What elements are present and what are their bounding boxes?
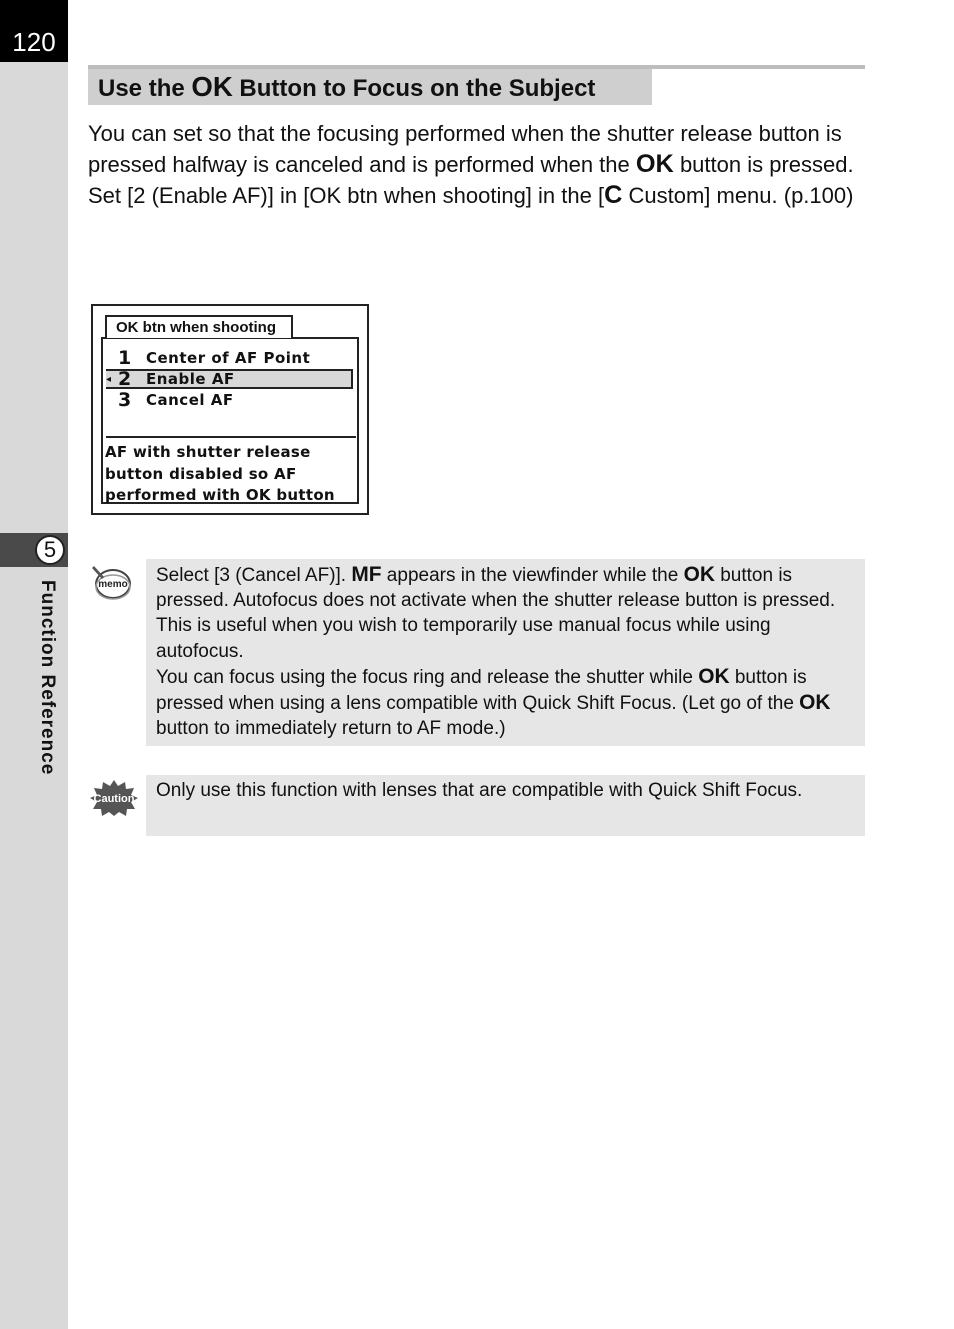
- page-number: 120: [0, 0, 68, 62]
- intro-paragraph-2: [88, 180, 863, 211]
- memo-text: appears in the viewfinder while the: [381, 565, 684, 586]
- mf-symbol: MF: [351, 563, 382, 586]
- memo-paragraph-2: [156, 664, 855, 742]
- menu-item-cancel-af[interactable]: [106, 390, 353, 410]
- caution-icon-label: Caution: [93, 793, 135, 805]
- chapter-title: Function Reference: [37, 580, 58, 776]
- intro-line1-end: button is pressed.: [673, 152, 854, 177]
- intro-line1: You can set so that the focusing performed when the shutter release button is pressed halfway is canceled and is performed when the: [88, 121, 842, 177]
- memo-icon: [90, 563, 132, 601]
- screen-divider: [106, 436, 356, 438]
- description-line: performed with OK button: [105, 486, 335, 504]
- ok-button-symbol: OK: [635, 150, 674, 178]
- menu-item-center-af[interactable]: [106, 348, 353, 368]
- memo-paragraph-1: [156, 562, 855, 664]
- caution-note: [146, 775, 865, 836]
- selection-arrow-icon: ◂: [106, 374, 112, 385]
- menu-item-label: Center of AF Point: [146, 349, 311, 367]
- caution-text: Only use this function with lenses that are compatible with Quick Shift Focus.: [156, 780, 803, 801]
- ok-button-symbol: OK: [683, 563, 715, 586]
- intro-line2-start: Set [2 (Enable AF)] in [OK btn when shooting] in the [: [88, 183, 605, 208]
- description-line: AF with shutter release: [105, 443, 311, 461]
- menu-item-number: 2: [118, 368, 132, 390]
- heading-suffix: Button to Focus on the Subject: [232, 75, 596, 102]
- memo-note: [146, 559, 865, 746]
- menu-item-number: 1: [118, 347, 132, 369]
- memo-text: button is pressed. Autofocus does not activate when the shutter release button is pressed. This is useful when you wish to temporarily use manual focus while using autofocus.: [156, 565, 836, 662]
- caution-icon: [89, 779, 139, 817]
- screen-menu-panel: [101, 337, 359, 504]
- memo-text: button to immediately return to AF mode.): [156, 718, 506, 740]
- section-heading: [88, 69, 652, 105]
- intro-line2-end: Custom] menu. (p.100): [622, 183, 854, 208]
- ok-button-symbol: OK: [799, 691, 831, 715]
- ok-button-symbol: OK: [698, 664, 730, 688]
- intro-paragraph-1: [88, 119, 863, 180]
- menu-item-number: 3: [118, 389, 132, 411]
- ok-button-symbol: OK: [191, 71, 233, 102]
- screen-tab-title: OK btn when shooting: [105, 315, 293, 338]
- memo-icon-label: memo: [98, 579, 128, 590]
- custom-menu-symbol: C: [604, 181, 623, 209]
- screen-description: [105, 442, 357, 507]
- description-line: button disabled so AF: [105, 464, 297, 483]
- menu-item-label: Enable AF: [146, 370, 235, 388]
- menu-item-enable-af[interactable]: [106, 369, 353, 389]
- chapter-number: 5: [35, 535, 65, 565]
- memo-text: You can focus using the focus ring and release the shutter while: [156, 666, 699, 688]
- camera-menu-screen: [91, 304, 369, 515]
- memo-text: Select [3 (Cancel AF)].: [156, 565, 352, 586]
- intro-text: [88, 119, 863, 211]
- memo-text: button is pressed when using a lens compatible with Quick Shift Focus. (Let go of the: [156, 666, 807, 715]
- menu-item-label: Cancel AF: [146, 391, 234, 409]
- heading-prefix: Use the: [98, 75, 192, 102]
